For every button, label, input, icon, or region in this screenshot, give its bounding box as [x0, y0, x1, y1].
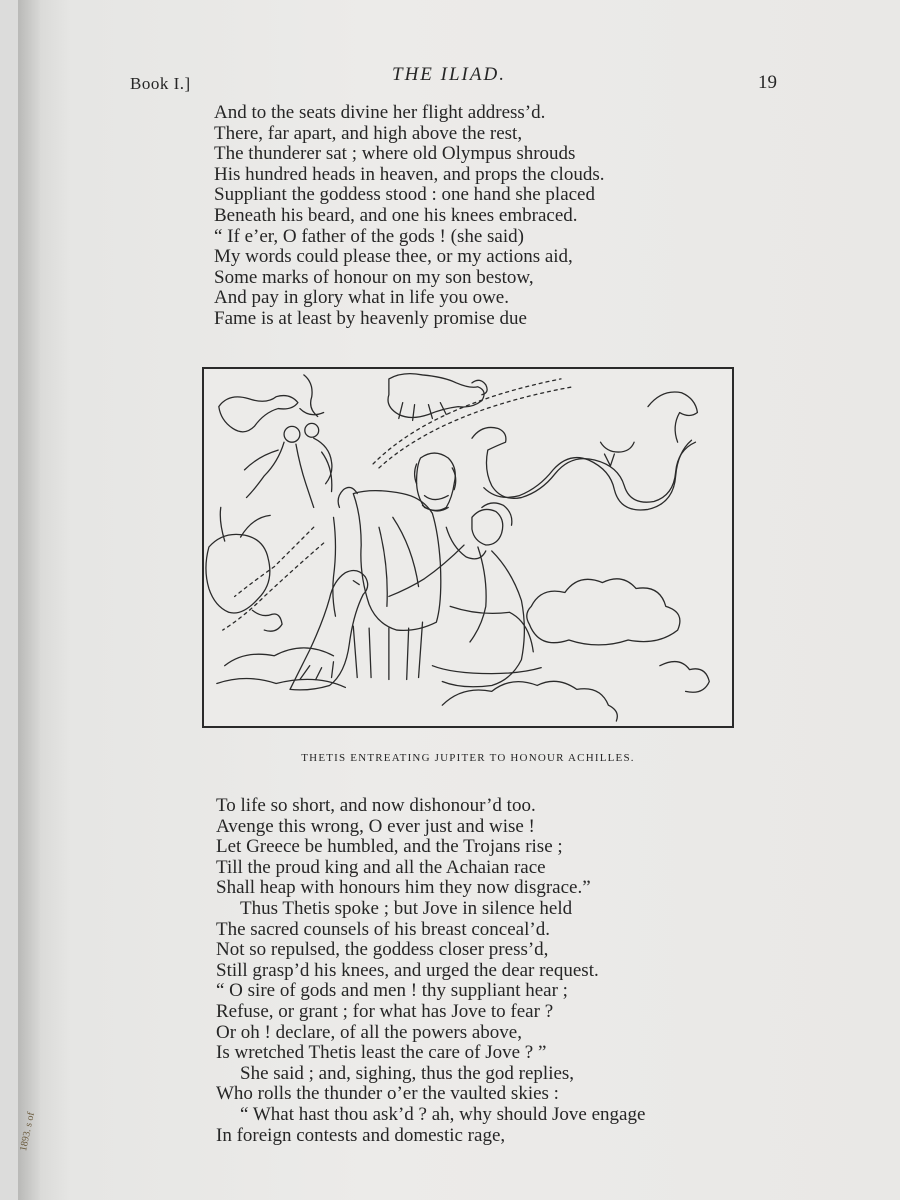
verse-top	[214, 103, 604, 330]
verse-line: Avenge this wrong, O ever just and wise !	[216, 815, 535, 837]
ram-constellation	[388, 374, 487, 421]
verse-bottom	[216, 796, 645, 1146]
verse-line: The thunderer sat ; where old Olympus shrouds	[214, 143, 576, 165]
verse-line: In foreign contests and domestic rage,	[216, 1124, 506, 1146]
verse-line: My words could please thee, or my actions aid,	[214, 246, 573, 268]
engraving-figure	[204, 369, 732, 726]
verse-line: Or oh ! declare, of all the powers above,	[216, 1021, 522, 1043]
verse-line: Let Greece be humbled, and the Trojans rise ;	[216, 836, 563, 858]
illustration-caption: THETIS ENTREATING JUPITER TO HONOUR ACHILLES.	[301, 752, 635, 764]
verse-line: “ If e’er, O father of the gods ! (she said)	[214, 225, 524, 247]
verse-line: The sacred counsels of his breast conceal’d.	[216, 918, 550, 940]
verse-line: Refuse, or grant ; for what has Jove to fear ?	[216, 1000, 554, 1022]
page-number: 19	[758, 72, 777, 93]
verse-line: Suppliant the goddess stood : one hand she placed	[214, 184, 595, 206]
verse-line: Who rolls the thunder o’er the vaulted skies :	[216, 1083, 559, 1105]
verse-line: Not so repulsed, the goddess closer press’d,	[216, 939, 549, 961]
illustration-plate	[202, 367, 734, 728]
verse-line: “ What hast thou ask’d ? ah, why should Jove engage	[240, 1103, 646, 1125]
verse-line: Is wretched Thetis least the care of Jove ? ”	[216, 1042, 547, 1064]
verse-line: There, far apart, and high above the rest,	[214, 122, 523, 144]
verse-line: And to the seats divine her flight address’d.	[214, 102, 546, 123]
running-head-title: THE ILIAD.	[392, 64, 506, 85]
verse-line: Thus Thetis spoke ; but Jove in silence held	[240, 897, 573, 919]
verse-line: His hundred heads in heaven, and props the clouds.	[214, 163, 605, 185]
verse-line: She said ; and, sighing, thus the god replies,	[240, 1062, 575, 1084]
margin-annotation: 1893. s of	[18, 1111, 38, 1153]
book-page	[18, 0, 900, 1200]
verse-line: Some marks of honour on my son bestow,	[214, 266, 534, 288]
thetis-figure	[389, 503, 541, 687]
verse-line: “ O sire of gods and men ! thy suppliant hear ;	[216, 980, 568, 1002]
eagle-figure	[290, 570, 368, 689]
verse-line: Still grasp’d his knees, and urged the dear request.	[216, 959, 599, 981]
verse-line: Shall heap with honours him they now disgrace.”	[216, 877, 591, 899]
bull-constellation	[206, 507, 282, 631]
verse-line: Fame is at least by heavenly promise due	[214, 307, 527, 329]
constellation-figures	[219, 375, 332, 508]
page-gutter	[18, 0, 40, 1200]
cloud-forms	[217, 579, 709, 721]
running-head-book: Book I.]	[130, 74, 191, 93]
jupiter-figure	[333, 453, 486, 679]
verse-line: To life so short, and now dishonour’d too.	[216, 795, 536, 816]
verse-line: Till the proud king and all the Achaian race	[216, 856, 546, 878]
serpent-constellation	[472, 392, 697, 510]
verse-line: And pay in glory what in life you owe.	[214, 287, 509, 309]
verse-line: Beneath his beard, and one his knees embraced.	[214, 204, 578, 226]
